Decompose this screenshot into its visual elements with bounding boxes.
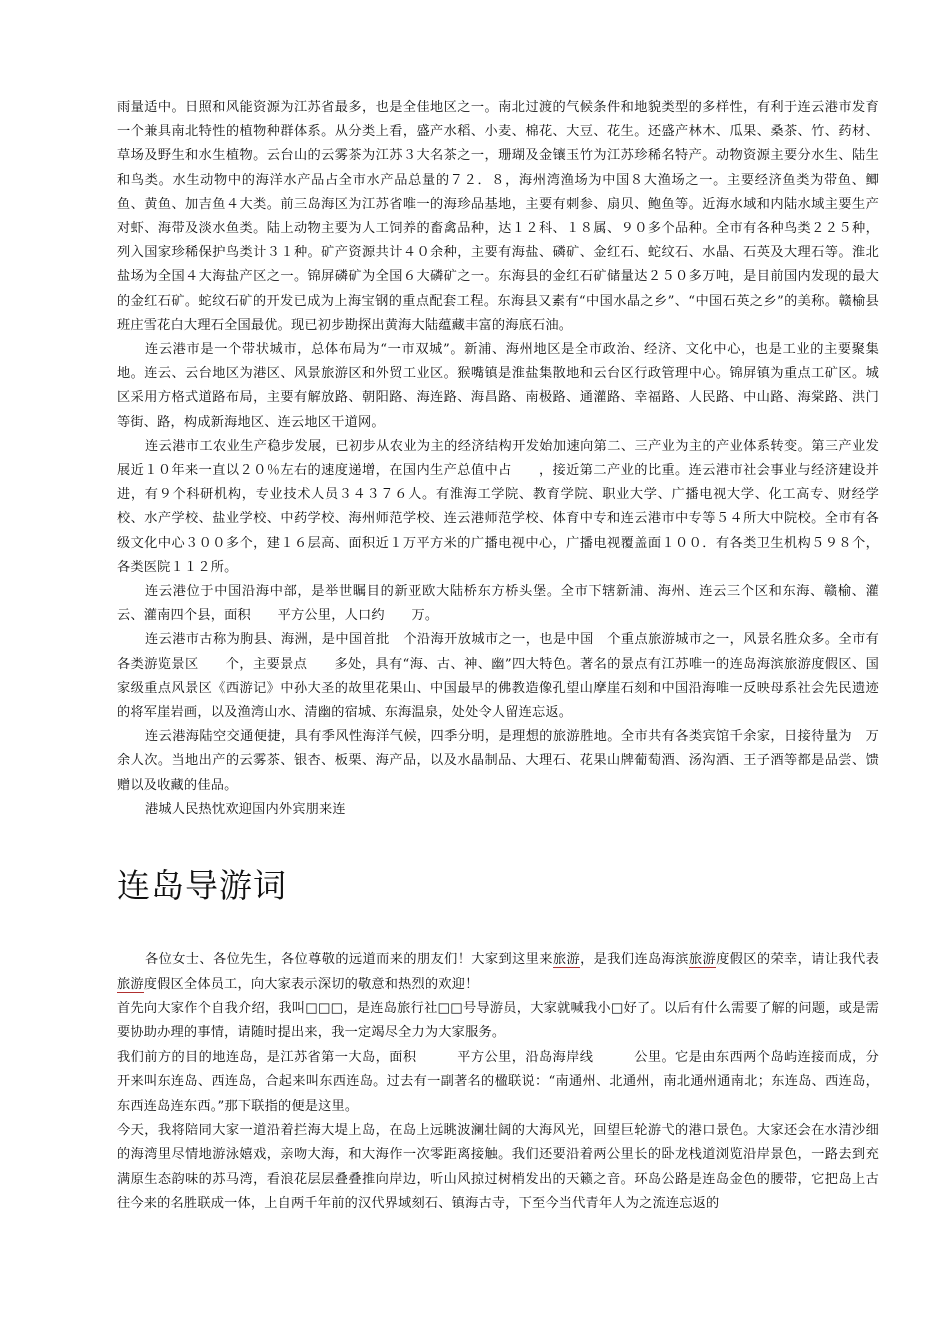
paragraph-tourism: 连云港市古称为朐县、海洲，是中国首批 个沿海开放城市之一，也是中国 个重点旅游城市之一，风景名胜众多。全市有各类游览景区 个，主要景点 多处，具有“海、古、神、幽”四大特色。著名的景点有江苏唯一的连岛海滨旅游度假区、国家级重点风景区《西游记》中孙大圣的故里花果山、中国最早的佛教造像孔望山摩崖石刻和中国沿海唯一反映母系社会先民遗迹的将军崖岩画，以及渔湾山水、清幽的宿城、东海温泉，处处令人留连忘返。 [117,632,879,721]
paragraph-city-layout: 连云港市是一个带状城市，总体布局为“一市双城”。新浦、海州地区是全市政治、经济、文化中心，也是工业的主要聚集地。连云、云台地区为港区、风景旅游区和外贸工业区。猴嘴镇是淮盐集散地和云台区行政管理中心。锦屏镇为重点工矿区。城区采用方格式道路布局，主要有解放路、朝阳路、海连路、海昌路、南极路、通灌路、幸福路、人民路、中山路、海棠路、洪门等街、路，构成新海地区、连云地区干道网。 [117,342,879,430]
document-page [117,96,879,1217]
paragraph-resources: 雨量适中。日照和风能资源为江苏省最多，也是全佳地区之一。南北过渡的气候条件和地貌类型的多样性，有利于连云港市发育一个兼具南北特性的植物种群体系。从分类上看，盛产水稻、小麦、棉花、大豆、花生。还盛产林木、瓜果、桑茶、竹、药材、草场及野生和水生植物。云台山的云雾茶为江苏３大名茶之一，珊瑚及金镶玉竹为江苏珍稀名特产。动物资源主要分水生、陆生和鸟类。水生动物中的海洋水产品占全市水产品总量的７２．８，海州湾渔场为中国８大渔场之一。主要经济鱼类为带鱼、鲫鱼、黄鱼、加吉鱼４大类。前三岛海区为江苏省唯一的海珍品基地，主要有刺参、扇贝、鲍鱼等。近海水域和内陆水域主要生产对虾、海带及淡水鱼类。陆上动物主要为人工饲养的畜禽品种，达１２科、１８属、９０多个品种。全市有各种鸟类２２５种，列入国家珍稀保护鸟类计３１种。矿产资源共计４０余种，主要有海盐、磷矿、金红石、蛇纹石、水晶、石英及大理石等。淮北盐场为全国４大海盐产区之一。锦屏磷矿为全国６大磷矿之一。东海县的金红石矿储量达２５０多万吨，是目前国内发现的最大的金红石矿。蛇纹石矿的开发已成为上海宝钢的重点配套工程。东海县又素有“中国水晶之乡”、“中国石英之乡”的美称。赣榆县班庄雪花白大理石全国最优。现已初步勘探出黄海大陆蕴藏丰富的海底石油。 [117,100,879,333]
paragraph-greeting [117,948,879,997]
paragraph-economy: 连云港市工农业生产稳步发展，已初步从农业为主的经济结构开发始加速向第二、三产业为主的产业体系转变。第三产业发展近１０年来一直以２０％左右的速度递增，在国内生产总值中占 ，接近第二产业的比重。连云港市社会事业与经济建设并进，有９个科研机构，专业技术人员３４３７６人。有淮海工学院、教育学院、职业大学、广播电视大学、化工高专、财经学校、水产学校、盐业学校、中药学校、海州师范学校、连云港师范学校、体育中专和连云港市中专等５４所大中院校。全市有各级文化中心３００多个，建１６层高、面积近１万平方米的广播电视中心，广播电视覆盖面１００．有各类卫生机构５９８个，各类医院１１２所。 [117,438,879,575]
section-overview [117,96,879,822]
paragraph-itinerary: 今天，我将陪同大家一道沿着拦海大堤上岛，在岛上远眺波澜壮阔的大海风光，回望巨轮游弋的港口景色。大家还会在水清沙细的海湾里尽情地游泳嬉戏，亲吻大海，和大海作一次零距离接触。我们还要沿着两公里长的卧龙栈道浏览沿岸景色，一路去到充满原生态韵味的苏马湾，看浪花层层叠叠推向岸边，听山风掠过树梢发出的天籁之音。环岛公路是连岛金色的腰带，它把岛上古往今来的名胜联成一体，上自两千年前的汉代界域刻石、镇海古寺，下至今当代青年人为之流连忘返的 [117,1122,879,1212]
greeting-text-c: 度假区的荣幸，请让我代表 [716,952,880,968]
section-title: 连岛导游词 [117,866,287,906]
paragraph-welcome: 港城人民热忱欢迎国内外宾朋来连 [145,801,346,817]
greeting-text-a: 各位女士、各位先生，各位尊敬的远道而来的朋友们！大家到这里来 [145,952,553,968]
greeting-text-d: 度假区全体员工，向大家表示深切的敬意和热烈的欢迎！ [143,976,479,992]
paragraph-introduction: 首先向大家作个自我介绍，我叫□□□，是连岛旅行社□□号导游员，大家就喊我小□好了。以后有什么需要了解的问题，或是需要协助办理的事情，请随时提出来，我一定竭尽全力为大家服务。 [117,1000,879,1041]
section-guide-speech [117,948,879,1216]
paragraph-transport: 连云港海陆空交通便捷，具有季风性海洋气候，四季分明，是理想的旅游胜地。全市共有各类宾馆千余家，日接待量为 万余人次。当地出产的云雾茶、银杏、板栗、海产品，以及水晶制品、大理石、花果山牌葡萄酒、汤沟酒、王子酒等都是品尝、馈赠以及收藏的佳品。 [117,729,879,793]
underlined-word: 旅游 [688,952,717,968]
paragraph-location: 连云港位于中国沿海中部，是举世瞩目的新亚欧大陆桥东方桥头堡。全市下辖新浦、海州、连云三个区和东海、赣榆、灌云、灌南四个县，面积 平方公里，人口约 万。 [117,584,879,624]
underlined-word: 旅游 [552,952,581,968]
underlined-word: 旅游 [117,976,144,992]
paragraph-destination: 我们前方的目的地连岛，是江苏省第一大岛，面积 平方公里，沿岛海岸线 公里。它是由东西两个岛屿连接而成，分开来叫东连岛、西连岛，合起来叫东西连岛。过去有一副著名的楹联说：“南通州、北通州，南北通州通南北；东连岛、西连岛，东西连岛连东西。”那下联指的便是这里。 [117,1049,879,1114]
greeting-text-b: ，是我们连岛海滨 [580,952,689,968]
